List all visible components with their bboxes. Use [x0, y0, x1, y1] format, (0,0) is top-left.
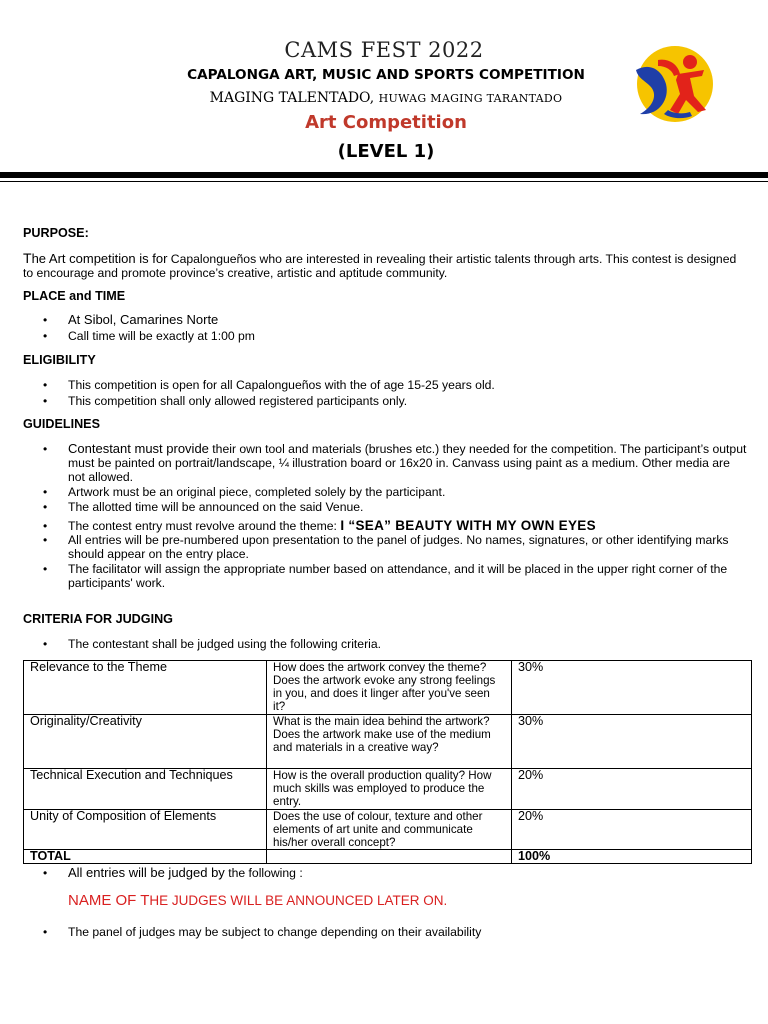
list-item: • The contestant shall be judged using the following criteria. — [23, 637, 748, 651]
guidelines-list — [23, 442, 748, 590]
criterion-pct: 30% — [512, 715, 752, 769]
criterion-pct: 30% — [512, 661, 752, 715]
purpose-paragraph — [23, 251, 748, 280]
header-rule-thin — [0, 181, 768, 182]
tagline-a: MAGING TALENTADO, — [209, 90, 375, 106]
judges-announcement — [68, 894, 748, 908]
fest-subtitle: CAPALONGA ART, MUSIC AND SPORTS COMPETITION — [187, 67, 585, 83]
list-item: • Artwork must be an original piece, completed solely by the participant. — [23, 485, 748, 499]
guideline-theme: I “SEA” BEAUTY WITH MY OWN EYES — [340, 518, 596, 533]
eligibility-heading: ELIGIBILITY — [23, 353, 96, 367]
document-header — [0, 0, 768, 180]
criterion-name: Relevance to the Theme — [24, 661, 267, 715]
eligibility-list — [23, 378, 748, 408]
event-title: Art Competition — [305, 112, 467, 133]
announce-a: NAME OF T — [68, 892, 150, 909]
guideline-4a: The contest entry must revolve around the theme: — [68, 519, 341, 533]
tagline-b: HUWAG MAGING TARANTADO — [378, 92, 563, 105]
criterion-name: Unity of Composition of Elements — [24, 810, 267, 850]
criterion-name: Originality/Creativity — [24, 715, 267, 769]
list-item: • All entries will be pre-numbered upon presentation to the panel of judges. No names, signatures, or other identifying marks should appear on the entry place. — [23, 533, 748, 561]
criterion-desc: How does the artwork convey the theme? Does the artwork evoke any strong feelings in you, and does it linger after you've seen it? — [267, 661, 512, 715]
guidelines-heading: GUIDELINES — [23, 417, 100, 431]
total-desc — [267, 850, 512, 864]
criteria-intro-list — [23, 637, 748, 651]
list-item — [23, 442, 748, 484]
list-item: • This competition shall only allowed registered participants only. — [23, 394, 748, 408]
criterion-desc: How is the overall production quality? How much skills was employed to produce the entry. — [267, 769, 512, 810]
guideline-1a: Contestant must provide — [68, 441, 209, 456]
announce-b: HE JUDGES WILL BE ANNOUNCED LATER ON. — [149, 893, 448, 908]
list-item: • Call time will be exactly at 1:00 pm — [23, 329, 748, 343]
cams-logo-icon — [628, 40, 714, 126]
total-label: TOTAL — [24, 850, 267, 864]
list-item: • The allotted time will be announced on the said Venue. — [23, 500, 748, 514]
judges-line-a: All entries will be judged by — [68, 865, 225, 880]
purpose-first-letter: T — [23, 250, 32, 266]
table-row — [24, 810, 752, 850]
list-item — [23, 866, 748, 880]
criterion-desc: Does the use of colour, texture and other elements of art unite and communicate his/her overall concept? — [267, 810, 512, 850]
purpose-text-a: he Art competition is for — [31, 251, 168, 266]
table-row — [24, 715, 752, 769]
total-pct: 100% — [512, 850, 752, 864]
place-heading: PLACE and TIME — [23, 289, 126, 303]
criteria-heading: CRITERIA FOR JUDGING — [23, 612, 173, 626]
event-level: (LEVEL 1) — [337, 141, 435, 162]
place-list — [23, 313, 748, 343]
header-rule-thick — [0, 172, 768, 178]
purpose-text-b: Capalongueños who are interested in revealing their artistic talents through arts. This contest is designed to encourage and promote province’s creative, artistic and aptitude community. — [23, 252, 737, 280]
criterion-desc: What is the main idea behind the artwork? Does the artwork make use of the medium and materials in a creative way? — [267, 715, 512, 769]
criteria-table — [23, 660, 752, 864]
criterion-pct: 20% — [512, 769, 752, 810]
judges-list — [23, 866, 748, 880]
judges-line-b: the following : — [224, 866, 303, 880]
document-body — [23, 226, 748, 939]
list-item: • The panel of judges may be subject to change depending on their availability — [23, 925, 748, 939]
list-item — [23, 519, 748, 533]
list-item: • At Sibol, Camarines Norte — [23, 313, 748, 327]
table-row — [24, 769, 752, 810]
logo-figure-head — [683, 55, 697, 69]
judges-note-list — [23, 925, 748, 939]
criterion-name: Technical Execution and Techniques — [24, 769, 267, 810]
table-row — [24, 661, 752, 715]
criterion-pct: 20% — [512, 810, 752, 850]
guideline-1b: their own tool and materials (brushes etc.) they needed for the competition. The participant’s output must be painted on portrait/landscape, ¼ illustration board or 16x20 in. Canvass using paint as a medium. Other media are not allowed. — [68, 442, 747, 484]
list-item: • The facilitator will assign the appropriate number based on attendance, and it will be placed in the upper right corner of the participants' work. — [23, 562, 748, 590]
list-item: • This competition is open for all Capalongueños with the of age 15-25 years old. — [23, 378, 748, 392]
table-row-total — [24, 850, 752, 864]
purpose-heading: PURPOSE: — [23, 226, 89, 240]
fest-title: CAMS FEST 2022 — [284, 38, 484, 62]
